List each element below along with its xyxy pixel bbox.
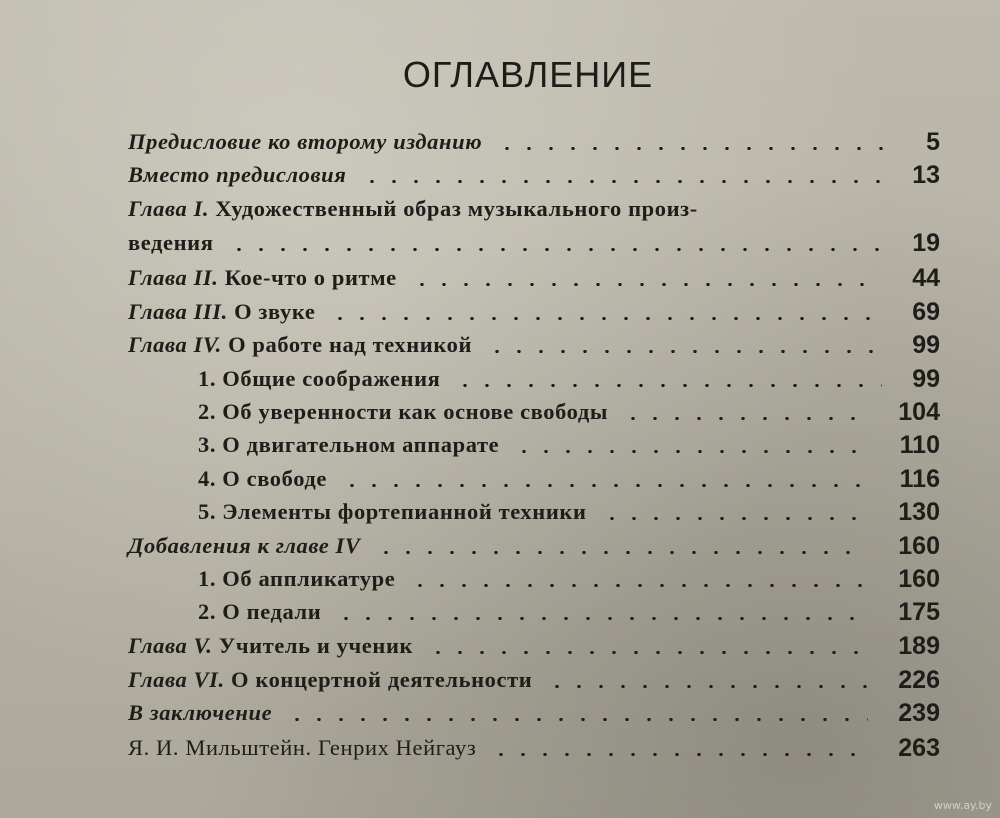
toc-entry-italic-part: В заключение bbox=[128, 700, 273, 725]
toc-entry bbox=[128, 228, 940, 260]
toc-entry-italic-part: Глава I. bbox=[128, 196, 210, 221]
toc-entry-text-part: О работе над техникой bbox=[221, 332, 473, 357]
toc-page-number: 69 bbox=[912, 298, 940, 326]
toc-entry-text-part: 4. О свободе bbox=[198, 466, 327, 491]
dot-leader bbox=[454, 384, 882, 387]
toc-page-number: 160 bbox=[898, 565, 940, 593]
toc-entry-label bbox=[128, 698, 272, 728]
toc-page-number: 175 bbox=[898, 598, 940, 626]
toc-entry-text-part: Я. И. Мильштейн. Генрих Нейгауз bbox=[128, 735, 477, 760]
toc-entry-label bbox=[128, 263, 397, 293]
toc-page-number: 226 bbox=[898, 666, 940, 694]
toc-entry-label bbox=[128, 194, 698, 224]
toc-page-number: 189 bbox=[898, 632, 940, 660]
toc-entry-italic-part: Глава VI. bbox=[128, 667, 225, 692]
toc-page-number: 44 bbox=[912, 264, 940, 292]
toc-entry bbox=[128, 464, 940, 496]
dot-leader bbox=[286, 718, 868, 721]
toc-entry bbox=[128, 597, 940, 629]
toc-entry-label bbox=[128, 228, 214, 258]
toc-entry-label bbox=[198, 497, 587, 527]
dot-leader bbox=[375, 551, 868, 554]
dot-leader bbox=[427, 651, 868, 654]
toc-entry-label bbox=[128, 127, 482, 157]
toc-entry bbox=[128, 631, 940, 663]
toc-page-number: 130 bbox=[898, 498, 940, 526]
toc-entry-text-part: О звуке bbox=[227, 299, 316, 324]
toc-page-number: 110 bbox=[899, 431, 940, 459]
toc-entry-label bbox=[198, 564, 395, 594]
toc-entry bbox=[128, 127, 940, 159]
toc-entry-label bbox=[128, 330, 472, 360]
dot-leader bbox=[361, 180, 882, 183]
dot-leader bbox=[546, 685, 868, 688]
toc-entry-italic-part: Глава III. bbox=[128, 299, 228, 324]
dot-leader bbox=[496, 147, 896, 150]
toc-entry bbox=[128, 263, 940, 295]
toc-entry-italic-part: Добавления к главе IV bbox=[128, 533, 361, 558]
toc-entry-label bbox=[128, 297, 315, 327]
toc-entry-text-part: О концертной деятельности bbox=[224, 667, 533, 692]
toc-entry bbox=[128, 364, 940, 396]
toc-entry-label bbox=[128, 631, 413, 661]
toc-page-number: 263 bbox=[898, 734, 940, 762]
toc-entry-label bbox=[198, 597, 321, 627]
toc-entry-text-part: ведения bbox=[128, 230, 214, 255]
toc-entry-label bbox=[198, 364, 440, 394]
toc-entry-text-part: Художественный образ музыкального произ- bbox=[209, 196, 698, 221]
toc-entry bbox=[128, 698, 940, 730]
toc-entry-text-part: Учитель и ученик bbox=[212, 633, 414, 658]
dot-leader bbox=[601, 517, 868, 520]
toc-entry-text-part: 5. Элементы фортепианной техники bbox=[198, 499, 587, 524]
dot-leader bbox=[490, 753, 868, 756]
toc-entry bbox=[128, 564, 940, 596]
toc-entry-text-part: 1. Об аппликатуре bbox=[198, 566, 396, 591]
watermark: www.ay.by bbox=[933, 799, 992, 812]
toc-entry-label bbox=[128, 665, 532, 695]
dot-leader bbox=[329, 317, 882, 320]
toc-entry-text-part: 2. О педали bbox=[198, 599, 322, 624]
toc-entry bbox=[128, 397, 940, 429]
toc-entry-label bbox=[128, 531, 361, 561]
toc-entry-label bbox=[128, 160, 347, 190]
toc-entry-text-part: 2. Об уверенности как основе свободы bbox=[198, 399, 609, 424]
toc-entry bbox=[128, 430, 940, 462]
toc-entry bbox=[128, 733, 940, 765]
toc-page-number: 160 bbox=[898, 532, 940, 560]
dot-leader bbox=[409, 584, 868, 587]
toc-page-number: 19 bbox=[912, 229, 940, 257]
toc-entry-italic-part: Глава II. bbox=[128, 265, 219, 290]
toc-entry-label bbox=[198, 397, 608, 427]
toc-entry bbox=[128, 665, 940, 697]
toc-entry-label bbox=[198, 430, 499, 460]
toc-entry-italic-part: Предисловие ко второму изданию bbox=[128, 129, 483, 154]
dot-leader bbox=[622, 417, 868, 420]
toc-entry-italic-part: Вместо предисловия bbox=[128, 162, 347, 187]
page-title: ОГЛАВЛЕНИЕ bbox=[402, 54, 654, 95]
toc-entry-text-part: 1. Общие соображения bbox=[198, 366, 441, 391]
dot-leader bbox=[335, 617, 868, 620]
toc-entry-italic-part: Глава IV. bbox=[128, 332, 222, 357]
toc-entry bbox=[128, 531, 940, 563]
toc-page-number: 104 bbox=[898, 398, 940, 426]
toc-page-number: 99 bbox=[912, 331, 940, 359]
toc-entry-text-part: 3. О двигательном аппарате bbox=[198, 432, 500, 457]
toc-entry bbox=[128, 297, 940, 329]
dot-leader bbox=[228, 248, 882, 251]
toc-entry bbox=[128, 330, 940, 362]
toc-entry bbox=[128, 160, 940, 192]
toc-entry-label bbox=[128, 733, 476, 763]
toc-page-number: 116 bbox=[899, 465, 940, 493]
toc-entry-label bbox=[198, 464, 327, 494]
toc-entry-italic-part: Глава V. bbox=[128, 633, 213, 658]
dot-leader bbox=[513, 450, 870, 453]
dot-leader bbox=[411, 283, 882, 286]
toc-page-number: 239 bbox=[898, 699, 940, 727]
toc-entry bbox=[128, 194, 940, 226]
toc-entry-text-part: Кое-что о ритме bbox=[218, 265, 397, 290]
dot-leader bbox=[486, 350, 882, 353]
toc-page-number: 13 bbox=[912, 161, 940, 189]
toc-page-number: 5 bbox=[926, 128, 940, 156]
dot-leader bbox=[341, 484, 870, 487]
toc-entry bbox=[128, 497, 940, 529]
toc-page-number: 99 bbox=[912, 365, 940, 393]
